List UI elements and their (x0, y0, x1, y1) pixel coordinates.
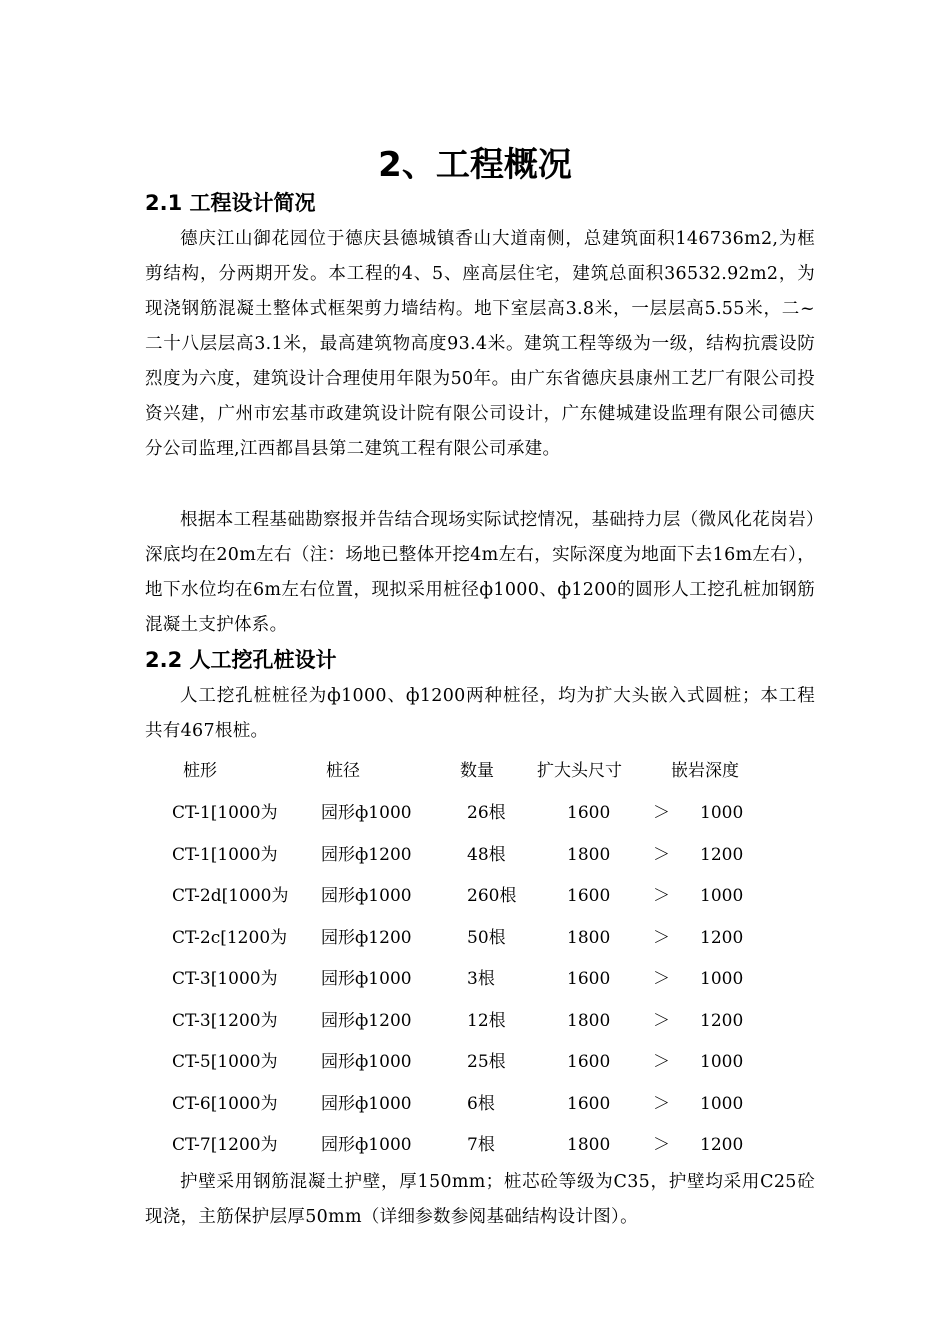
table-cell: 1800 (567, 844, 611, 865)
table-cell: 1000 (700, 969, 744, 989)
table-cell: 1000 (700, 1093, 744, 1114)
table-cell: 1800 (567, 1135, 611, 1155)
table-cell: 园形ф1000 (321, 969, 412, 989)
table-cell: CT-1[1000为 (172, 803, 278, 823)
table-cell: 园形ф1000 (321, 803, 412, 823)
table-cell: 园形ф1200 (321, 1010, 412, 1031)
table-row (0, 918, 950, 958)
table-cell: 园形ф1000 (321, 1052, 412, 1072)
table-cell: 1000 (700, 886, 744, 906)
table-row (0, 1084, 950, 1124)
table-cell: 园形ф1000 (321, 1093, 412, 1114)
table-row (0, 959, 950, 999)
table-row (0, 1042, 950, 1082)
table-header-cell: 嵌岩深度 (671, 761, 739, 781)
paragraph-pile-design: 人工挖孔桩桩径为ф1000、ф1200两种桩径，均为扩大头嵌入式圆桩；本工程共有467根桩。 (145, 686, 815, 741)
table-header-cell: 桩形 (183, 761, 217, 781)
table-cell: 7根 (467, 1135, 495, 1155)
table-cell: 1000 (700, 803, 744, 823)
table-cell: 园形ф1000 (321, 886, 412, 906)
table-cell: 1800 (567, 927, 611, 948)
table-cell: 1200 (700, 1010, 744, 1031)
section-heading-2-2: 2.2 人工挖孔桩设计 (145, 648, 337, 672)
table-row (0, 835, 950, 875)
table-cell: 25根 (467, 1052, 506, 1072)
table-cell: CT-2d[1000为 (172, 886, 289, 906)
table-cell: ＞ (653, 844, 670, 865)
table-cell: 园形ф1200 (321, 927, 412, 948)
table-cell: CT-3[1000为 (172, 969, 278, 989)
table-row (0, 876, 950, 916)
table-cell: ＞ (653, 1093, 670, 1114)
table-cell: 1600 (567, 1093, 611, 1114)
table-row (0, 1125, 950, 1165)
table-cell: CT-6[1000为 (172, 1093, 278, 1114)
table-cell: CT-2c[1200为 (172, 927, 288, 948)
table-cell: 6根 (467, 1093, 495, 1114)
table-header-row (0, 751, 950, 791)
table-row (0, 793, 950, 833)
table-cell: 3根 (467, 969, 495, 989)
table-cell: 1800 (567, 1010, 611, 1031)
table-cell: 园形ф1000 (321, 1135, 412, 1155)
table-cell: CT-3[1200为 (172, 1010, 278, 1031)
paragraph-foundation: 根据本工程基础勘察报并告结合现场实际试挖情况，基础持力层（微风化花岗岩）深底均在20m左右（注：场地已整体开挖4m左右，实际深度为地面下去16m左右），地下水位均在6m左右位置，现拟采用桩径ф1000、ф1200的圆形人工挖孔桩加钢筋混凝土支护体系。 (145, 510, 815, 635)
table-header-cell: 桩径 (326, 761, 360, 781)
paragraph-overview: 德庆江山御花园位于德庆县德城镇香山大道南侧，总建筑面积146736m2,为框剪结构，分两期开发。本工程的4、5、座高层住宅，建筑总面积36532.92m2，为现浇钢筋混凝土整体式框架剪力墙结构。地下室层高3.8米，一层层高5.55米，二~二十八层层高3.1米，最高建筑物高度93.4米。建筑工程等级为一级，结构抗震设防烈度为六度，建筑设计合理使用年限为50年。由广东省德庆县康州工艺厂有限公司投资兴建，广州市宏基市政建筑设计院有限公司设计，广东健城建设监理有限公司德庆分公司监理,江西都昌县第二建筑工程有限公司承建。 (145, 229, 815, 459)
table-cell: 1200 (700, 1135, 744, 1155)
table-header-cell: 扩大头尺寸 (537, 761, 622, 781)
table-cell: ＞ (653, 886, 670, 906)
table-cell: 50根 (467, 927, 506, 948)
table-cell: 园形ф1200 (321, 844, 412, 865)
table-cell: ＞ (653, 1135, 670, 1155)
table-cell: ＞ (653, 1010, 670, 1031)
table-cell: 1600 (567, 969, 611, 989)
table-cell: ＞ (653, 803, 670, 823)
table-cell: 1000 (700, 1052, 744, 1072)
table-cell: 48根 (467, 844, 506, 865)
table-cell: CT-1[1000为 (172, 844, 278, 865)
table-cell: 1600 (567, 1052, 611, 1072)
table-cell: 26根 (467, 803, 506, 823)
section-heading-2-1: 2.1 工程设计简况 (145, 191, 316, 215)
paragraph-retaining-wall: 护壁采用钢筋混凝土护壁，厚150mm；桩芯砼等级为C35，护壁均采用C25砼现浇，主筋保护层厚50mm（详细参数参阅基础结构设计图）。 (145, 1172, 815, 1227)
table-cell: 1200 (700, 844, 744, 865)
table-cell: ＞ (653, 969, 670, 989)
table-cell: 1600 (567, 886, 611, 906)
page-title: 2、工程概况 (378, 145, 572, 185)
table-header-cell: 数量 (460, 761, 494, 781)
table-cell: 260根 (467, 886, 517, 906)
table-cell: CT-5[1000为 (172, 1052, 278, 1072)
table-cell: 12根 (467, 1010, 506, 1031)
table-cell: CT-7[1200为 (172, 1135, 278, 1155)
table-row (0, 1001, 950, 1041)
table-cell: 1200 (700, 927, 744, 948)
table-cell: ＞ (653, 1052, 670, 1072)
table-cell: 1600 (567, 803, 611, 823)
table-cell: ＞ (653, 927, 670, 948)
